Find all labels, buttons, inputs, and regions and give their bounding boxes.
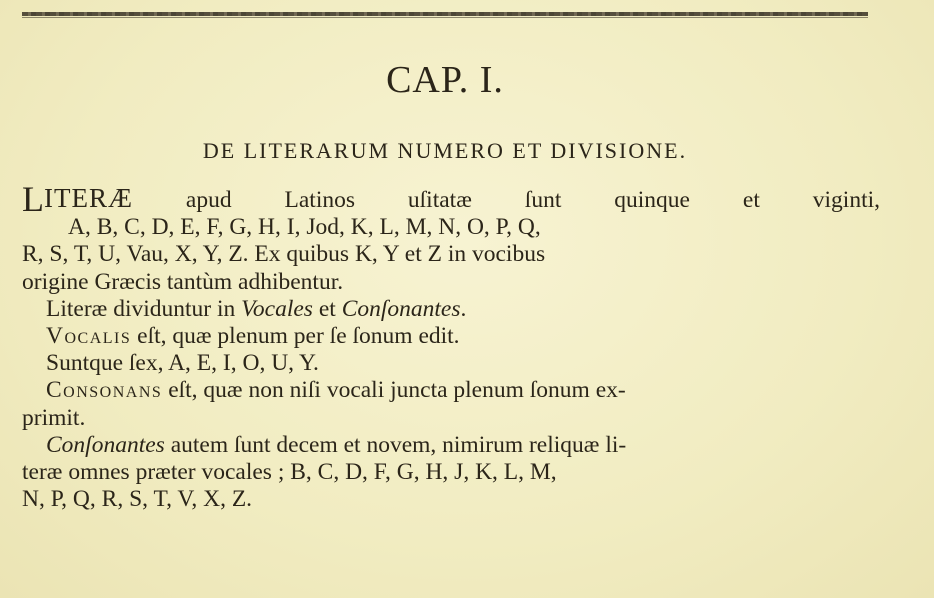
- paragraph-1-line-4: origine Græcis tantùm adhibentur.: [22, 268, 344, 295]
- paragraph-6-line-1: [22, 432, 888, 459]
- paragraph-1-line-2: A, B, C, D, E, F, G, H, I, Jod, K, L, M, N, O, P, Q,: [68, 214, 541, 241]
- paragraph-1-line-1: [22, 179, 880, 219]
- paragraph-3: [22, 323, 888, 350]
- drop-cap: L: [22, 179, 44, 219]
- section-title: DE LITERARUM NUMERO ET DIVISIONE.: [202, 138, 688, 163]
- term-vocalis: Vocalis: [46, 323, 132, 350]
- paragraph-3-text: eſt, quæ plenum per ſe ſonum edit.: [131, 323, 460, 350]
- chapter-title: CAP. I.: [386, 59, 504, 101]
- paragraph-6-text: autem ſunt decem et novem, nimirum reliquæ li-: [164, 431, 627, 458]
- paragraph-1-line-1-text: apud Latinos uſitatæ ſunt quinque et viginti,: [133, 187, 880, 213]
- paragraph-2-end: .: [460, 295, 467, 322]
- term-consonans: Consonans: [46, 377, 163, 404]
- paragraph-5-text: eſt, quæ non niſi vocali juncta plenum ſonum ex-: [162, 377, 626, 404]
- body-text: [22, 179, 888, 513]
- paragraph-5-line-1: [22, 377, 888, 404]
- paragraph-5-line-2: primit.: [22, 404, 86, 431]
- term-vocales: Vocales: [241, 295, 313, 322]
- term-consonantes: Conſonantes: [341, 295, 461, 322]
- header-rule-underline: [22, 17, 868, 18]
- term-consonantes-2: Conſonantes: [46, 431, 165, 458]
- paragraph-2-mid: et: [312, 295, 342, 322]
- paragraph-6-line-2: teræ omnes præter vocales ; B, C, D, F, G, H, J, K, L, M,: [22, 459, 557, 486]
- drop-cap-word: ITERÆ: [44, 183, 133, 213]
- header-rule: [22, 12, 868, 16]
- paragraph-2: [22, 296, 888, 323]
- paragraph-4: Suntque ſex, A, E, I, O, U, Y.: [46, 350, 319, 377]
- paragraph-1-line-3: R, S, T, U, Vau, X, Y, Z. Ex quibus K, Y et Z in vocibus: [22, 241, 546, 268]
- paragraph-2-text: Literæ dividuntur in: [46, 295, 242, 322]
- paragraph-6-line-3: N, P, Q, R, S, T, V, X, Z.: [22, 486, 253, 513]
